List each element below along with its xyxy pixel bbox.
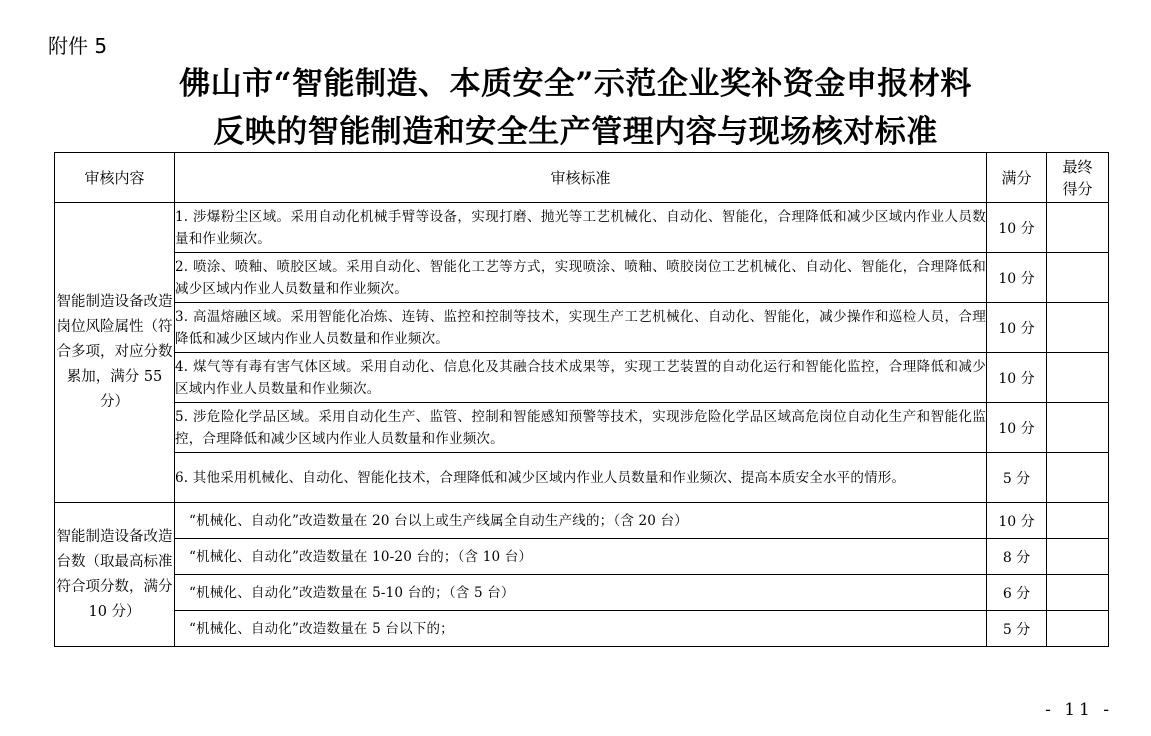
table-row	[55, 303, 1109, 353]
full-score-cell: 5 分	[987, 453, 1047, 503]
header-final-score: 最终得分	[1047, 153, 1109, 203]
page-number: - 11 -	[1045, 700, 1113, 720]
full-score-cell: 10 分	[987, 303, 1047, 353]
standard-cell: 4. 煤气等有毒有害气体区域。采用自动化、信息化及其融合技术成果等，实现工艺装置的自动化运行和智能化监控，合理降低和减少区域内作业人员数量和作业频次。	[175, 353, 987, 403]
standard-cell: 3. 高温熔融区域。采用智能化冶炼、连铸、监控和控制等技术，实现生产工艺机械化、自动化、智能化，减少操作和巡检人员，合理降低和减少区域内作业人员数量和作业频次。	[175, 303, 987, 353]
final-score-cell[interactable]	[1047, 403, 1109, 453]
table-row	[55, 203, 1109, 253]
attachment-label: 附件 5	[48, 34, 108, 58]
standard-cell: “机械化、自动化”改造数量在 20 台以上或生产线属全自动生产线的；（含 20 台）	[175, 503, 987, 539]
header-review-standard: 审核标准	[175, 153, 987, 203]
standard-cell: 5. 涉危险化学品区域。采用自动化生产、监管、控制和智能感知预警等技术，实现涉危险化学品区域高危岗位自动化生产和智能化监控，合理降低和减少区域内作业人员数量和作业频次。	[175, 403, 987, 453]
header-review-content: 审核内容	[55, 153, 175, 203]
final-score-cell[interactable]	[1047, 503, 1109, 539]
full-score-cell: 6 分	[987, 575, 1047, 611]
final-score-cell[interactable]	[1047, 253, 1109, 303]
full-score-cell: 8 分	[987, 539, 1047, 575]
final-score-cell[interactable]	[1047, 611, 1109, 647]
table-row	[55, 611, 1109, 647]
table-row	[55, 503, 1109, 539]
table-row	[55, 453, 1109, 503]
table-header-row	[55, 153, 1109, 203]
table-row	[55, 575, 1109, 611]
table-row	[55, 253, 1109, 303]
full-score-cell: 10 分	[987, 503, 1047, 539]
final-score-cell[interactable]	[1047, 353, 1109, 403]
full-score-cell: 10 分	[987, 253, 1047, 303]
standard-cell: 2. 喷涂、喷釉、喷胶区域。采用自动化、智能化工艺等方式，实现喷涂、喷釉、喷胶岗位工艺机械化、自动化、智能化，合理降低和减少区域内作业人员数量和作业频次。	[175, 253, 987, 303]
final-score-cell[interactable]	[1047, 539, 1109, 575]
review-content-cell: 智能制造设备改造台数（取最高标准符合项分数，满分 10 分）	[55, 503, 175, 647]
standard-cell: “机械化、自动化”改造数量在 10-20 台的；（含 10 台）	[175, 539, 987, 575]
table-row	[55, 353, 1109, 403]
full-score-cell: 10 分	[987, 203, 1047, 253]
full-score-cell: 5 分	[987, 611, 1047, 647]
final-score-cell[interactable]	[1047, 203, 1109, 253]
review-content-cell: 智能制造设备改造岗位风险属性（符合多项，对应分数累加，满分 55 分）	[55, 203, 175, 503]
document-title-line1: 佛山市“智能制造、本质安全”示范企业奖补资金申报材料	[179, 66, 972, 102]
standard-cell: 1. 涉爆粉尘区域。采用自动化机械手臂等设备，实现打磨、抛光等工艺机械化、自动化、智能化，合理降低和减少区域内作业人员数量和作业频次。	[175, 203, 987, 253]
final-score-cell[interactable]	[1047, 575, 1109, 611]
document-title-line2: 反映的智能制造和安全生产管理内容与现场核对标准	[213, 114, 938, 150]
standard-cell: “机械化、自动化”改造数量在 5-10 台的；（含 5 台）	[175, 575, 987, 611]
header-full-score: 满分	[987, 153, 1047, 203]
table-row	[55, 403, 1109, 453]
standard-cell: “机械化、自动化”改造数量在 5 台以下的；	[175, 611, 987, 647]
full-score-cell: 10 分	[987, 353, 1047, 403]
full-score-cell: 10 分	[987, 403, 1047, 453]
table-row	[55, 539, 1109, 575]
final-score-cell[interactable]	[1047, 303, 1109, 353]
standard-cell: 6. 其他采用机械化、自动化、智能化技术，合理降低和减少区域内作业人员数量和作业频次、提高本质安全水平的情形。	[175, 453, 987, 503]
final-score-cell[interactable]	[1047, 453, 1109, 503]
review-standards-table	[54, 152, 1109, 647]
